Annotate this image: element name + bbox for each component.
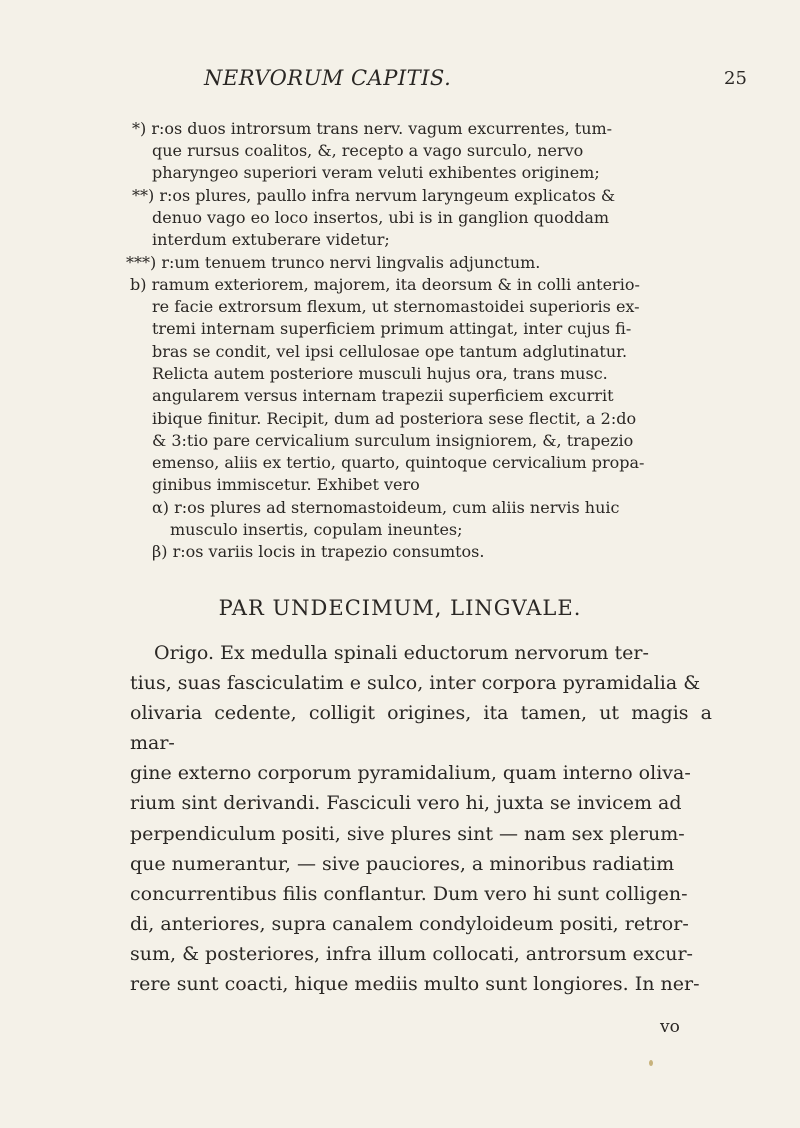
running-head bbox=[0, 66, 800, 96]
note-line: musculo insertis, copulam ineuntes; bbox=[170, 520, 463, 539]
note-line: α) r:os plures ad sternomastoideum, cum aliis nervis huic bbox=[152, 498, 620, 517]
note-line: Relicta autem posteriore musculi hujus ora, trans musc. bbox=[152, 364, 608, 383]
note-line: angularem versus internam trapezii superficiem excurrit bbox=[152, 386, 614, 405]
body-line: rere sunt coacti, hique mediis multo sunt longiores. In ner- bbox=[130, 973, 700, 996]
note-line: emenso, aliis ex tertio, quarto, quintoque cervicalium propa- bbox=[152, 453, 645, 472]
page-number: 25 bbox=[724, 68, 747, 89]
note-line: ginibus immiscetur. Exhibet vero bbox=[152, 475, 420, 494]
body-line: olivaria cedente, colligit origines, ita tamen, ut magis a mar- bbox=[130, 702, 712, 755]
note-line: re facie extrorsum flexum, ut sternomastoidei superioris ex- bbox=[152, 297, 640, 316]
note-line: β) r:os variis locis in trapezio consumtos. bbox=[152, 542, 485, 561]
body-line: perpendiculum positi, sive plures sint — nam sex plerum- bbox=[130, 822, 685, 845]
note-line: **) r:os plures, paullo infra nervum laryngeum explicatos & bbox=[132, 186, 616, 205]
body-line: que numerantur, — sive pauciores, a minoribus radiatim bbox=[130, 852, 675, 875]
note-line: & 3:tio pare cervicalium surculum insigniorem, &, trapezio bbox=[152, 431, 634, 450]
body-line: tius, suas fasciculatim e sulco, inter corpora pyramidalia & bbox=[130, 672, 701, 695]
note-line: denuo vago eo loco insertos, ubi is in ganglion quoddam bbox=[152, 208, 610, 227]
body-line: di, anteriores, supra canalem condyloideum positi, retror- bbox=[130, 912, 689, 935]
body-line: Origo. Ex medulla spinali eductorum nervorum ter- bbox=[154, 642, 649, 664]
body-line: gine externo corporum pyramidalium, quam interno oliva- bbox=[130, 762, 691, 785]
note-line: b) ramum exteriorem, majorem, ita deorsum & in colli anterio- bbox=[130, 275, 640, 294]
paper-stain bbox=[649, 1060, 653, 1066]
body-line: rium sint derivandi. Fasciculi vero hi, juxta se invicem ad bbox=[130, 792, 682, 815]
note-line: bras se condit, vel ipsi cellulosae ope tantum adglutinatur. bbox=[152, 342, 628, 361]
catchword: vo bbox=[660, 1017, 680, 1037]
note-line: que rursus coalitos, &, recepto a vago surculo, nervo bbox=[152, 141, 584, 160]
body-text bbox=[130, 638, 712, 999]
note-line: *) r:os duos introrsum trans nerv. vagum excurrentes, tum- bbox=[132, 119, 613, 138]
note-line: tremi internam superficiem primum attingat, inter cujus fi- bbox=[152, 319, 632, 338]
running-title: NERVORUM CAPITIS. bbox=[204, 66, 452, 90]
note-line: interdum extuberare videtur; bbox=[152, 230, 390, 249]
note-line: pharyngeo superiori veram veluti exhibentes originem; bbox=[152, 163, 600, 182]
note-line: ibique finitur. Recipit, dum ad posteriora sese flectit, a 2:do bbox=[152, 409, 637, 428]
body-line: sum, & posteriores, infra illum collocati, antrorsum excur- bbox=[130, 942, 693, 965]
note-line: ***) r:um tenuem trunco nervi lingvalis adjunctum. bbox=[126, 253, 541, 272]
body-line: concurrentibus filis conflantur. Dum vero hi sunt colligen- bbox=[130, 882, 688, 905]
section-heading: PAR UNDECIMUM, LINGVALE. bbox=[218, 596, 582, 620]
